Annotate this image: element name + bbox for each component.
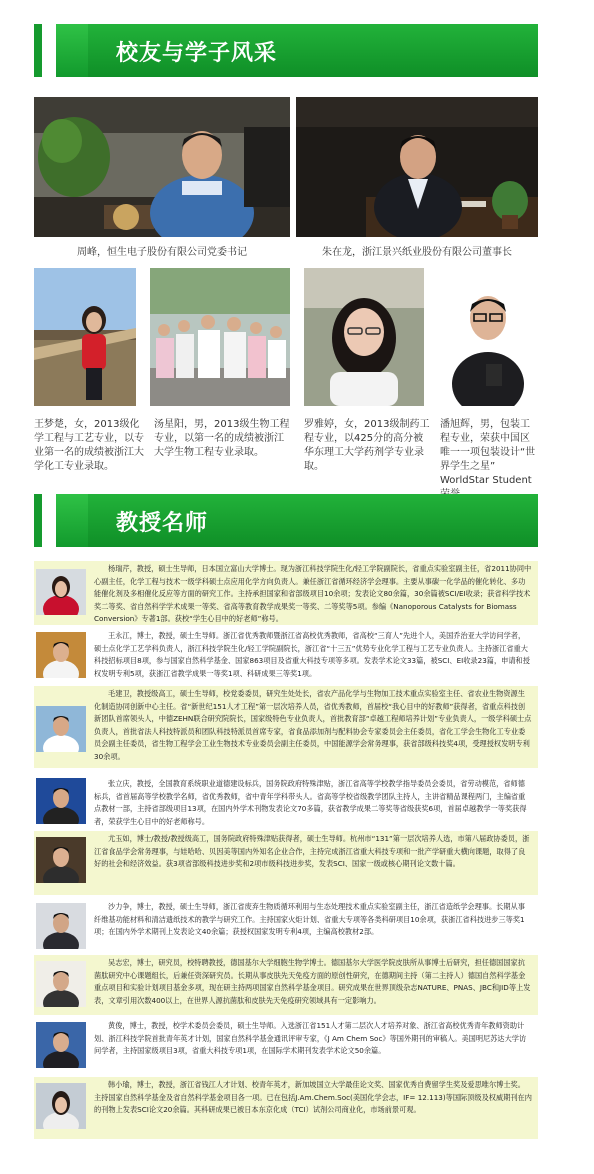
professor-photo	[36, 632, 86, 678]
professor-row	[34, 1077, 538, 1139]
student-photo-pan	[438, 268, 538, 406]
alumni-photo-zhou	[34, 97, 290, 237]
student-caption-luo: 罗雅婷，女，2013级制药工程专业，以425分的高分被华东理工大学药剂学专业录取。	[304, 419, 430, 472]
professor-bio: 张立庆，教授，全国教育系统职业道德建设标兵，国务院政府特殊津贴，浙江省高等学校教学指导委员会委员，省劳动模范，省师德标兵，省首届高等学校教学名师，省优秀教师，省中青年学科带头人。省高等学校省级教学团队主持人，主讲省精品课程两门，主编省重点教材一部，主持省部级项目13项，在国内外学术刊物发表论文70多篇，获省教学成果二等奖等省级获奖6项，首届卓越教学一等奖获得者，荣获学生心目中的好老师称号。	[94, 779, 527, 826]
student-caption-tang: 汤星阳，男，2013级生物工程专业，以第一名的成绩被浙江大学生物工程专业录取。	[154, 419, 290, 458]
banner-stripe	[34, 24, 88, 77]
professor-row	[34, 1018, 538, 1074]
professor-row	[34, 628, 538, 684]
professors-banner	[34, 494, 538, 547]
professor-row	[34, 686, 538, 768]
alumni-photo-zhu	[296, 97, 538, 237]
professor-photo	[36, 706, 86, 752]
professor-photo	[36, 903, 86, 949]
alumni-title: 校友与学子风采	[116, 41, 278, 66]
professors-title: 教授名师	[116, 511, 209, 536]
professor-row	[34, 899, 538, 953]
professor-bio: 黄俊，博士，教授，校学术委员会委员，硕士生导师。入选浙江省151人才第二层次人才培养对象、浙江省高校优秀青年教师资助计划、浙江科技学院首批青年英才计划，国家自然科学基金通讯评审专家，《J Am Chem Soc》等国外期刊的审稿人。美国明尼苏达大学访问学者，主持国家级项目3项，省重大科技专项1项，在国际学术期刊发表学术论文50余篇。	[94, 1021, 527, 1056]
professor-bio: 尤玉如，博士/教授/教授级高工，国务院政府特殊津贴获得者，硕士生导师。杭州市“131”第一层次培养人选，市第八届政协委员，浙江省食品学会常务理事，与娃哈哈、贝因美等国内外知名企业合作，主持完成浙江省重大科技专项和一批产学研重大横向课题，取得了良好的社会和经济效益。获3项省部级科技进步奖和2项市级科技进步奖，发表SCI、国家一级或核心期刊论文数十篇。	[94, 834, 530, 869]
professor-bio: 沙力争，博士，教授，硕士生导师，浙江省废弃生物质循环利用与生态处理技术重点实验室副主任，浙江省造纸学会理事。长期从事纤维基功能材料和清洁遗纸技术的教学与研究工作。主持国家火炬计划、省重大专项等各类科研项目10余项，获浙江省科技进步三等奖1项；在国内外学术期刊上发表论文40余篇；获授权国家发明专利4项，主编高校教材2部。	[94, 902, 525, 937]
professor-bio: 吴志宏，博士，研究员，校特聘教授，德国基尔大学细胞生物学博士。德国基尔大学医学院皮肤所从事博士后研究，担任德国国家抗菌肽研究中心课题组长，后兼任资深研究员。长期从事皮肤先天免疫方面的原创性研究，在德期间主持（第二主持人）德国自然科学基金重点项目和实验计划项目基金多项，现在研主持两项国家自然科学基金项目。研究成果在世界顶级杂志NATURE、PNAS、JBC和JID等上发表，文章引用次数400以上，在世界人源抗菌肽和皮肤先天免疫研究领域具有一定影响力。	[94, 958, 531, 1005]
banner-stripe	[34, 494, 88, 547]
professor-row	[34, 955, 538, 1015]
student-photo-luo	[304, 268, 424, 406]
student-caption-wang: 王梦楚，女，2013级化学工程与工艺专业，以专业第一名的成绩被浙江大学化工专业录取。	[34, 419, 144, 472]
student-caption-pan: 潘旭辉，男，包装工程专业，荣获中国区唯一一项包装设计“世界学生之星” WorldStar Student	[440, 419, 536, 486]
student-photo-tang	[150, 268, 290, 406]
professor-photo	[36, 778, 86, 824]
professor-photo	[36, 1083, 86, 1129]
alumni-banner	[34, 24, 538, 77]
professor-row	[34, 772, 538, 828]
professor-bio: 韩小瑜，博士，教授，浙江省钱江人才计划、校青年英才，新加坡国立大学最佳论文奖、国家优秀自费留学生奖及爱思唯尔博士奖。主持国家自然科学基金及省自然科学基金项目各一项。已在包括J.Am.Chem.Soc(美国化学会志，IF= 12.113)等国际顶级及权威期刊在内的刊物上发表SCI论文20余篇。其科研成果已被日本东京化成（TCI）试剂公司商业化，市场前景可观。	[94, 1080, 532, 1115]
alumni-caption-zhou: 周峰，恒生电子股份有限公司党委书记	[77, 247, 247, 258]
professor-row	[34, 831, 538, 895]
professor-photo	[36, 837, 86, 883]
professor-bio: 王永江，博士，教授，硕士生导师。浙江省优秀教师暨浙江省高校优秀教师，省高校“三育人”先进个人，美国乔治亚大学访问学者，硕士点化学工艺学科负责人，浙江科技学院生化/轻工学院副院长，浙江省“十三五”优势专业化学工程与工艺专业负责人。主持浙江省重大科技招标项目8项，参与国家自然科学基金、国家863项目及省重大科技专项等多项。发表学术论文33篇，被SCI、EI收录23篇，申请和授权发明专利5项，获浙江省教学成果一等奖1项、科研成果三等奖1项。	[94, 631, 530, 678]
professor-bio: 毛建卫，教授级高工，硕士生导师，校党委委员，研究生处处长，省农产品化学与生物加工技术重点实验室主任、省农业生物资源生化制造协同创新中心主任。省“新世纪151人才工程”第一层次培养人员，省优秀教师，首届校“我心目中的好教师”获得者，省重点科技创新团队首席领头人，中德ZEHN联合研究院院长，国家级特色专业负责人，首批教育部“卓越工程师培养计划”专业负责人，一级学科硕士点负责人，首批省法人科技特派员和团队科技特派员首席专家，省食品添加剂与配料协会专家委员会主任委员，省化工学会生物化工专业委员会副主任委员，省生物工程学会工业生物技术专业委员会副主任委员，中国能源学会常务理事，获省部级科技奖4项，受理授权发明专利30余项。	[94, 689, 532, 761]
student-photo-wang	[34, 268, 136, 406]
professor-photo	[36, 1022, 86, 1068]
professor-photo	[36, 961, 86, 1007]
alumni-caption-zhu: 朱在龙，浙江景兴纸业股份有限公司董事长	[322, 247, 512, 258]
professor-row	[34, 561, 538, 625]
professor-photo	[36, 569, 86, 615]
professor-bio: 杨瑞芹，教授，硕士生导师，日本国立富山大学博士。现为浙江科技学院生化/轻工学院副院长，省重点实验室副主任，省2011协同中心副主任，化学工程与技术一级学科硕士点应用化学方向负责人。兼任浙江省循环经济学会理事。主要从事碳一化学品的催化转化、多功能催化剂及多相催化反应等方面的研究工作。主持承担国家和省部级项目10余项；发表论文80余篇，30余篇被SCI/EI收录；获省科学技术奖二等奖、省自然科学学术成果一等奖、省高等教育教学成果奖一等奖、二等奖等5项。参编《Nanoporous Catalysts for Biomass Conversion》专著1部。获校“学生心目中的好老师”称号。	[94, 564, 532, 624]
